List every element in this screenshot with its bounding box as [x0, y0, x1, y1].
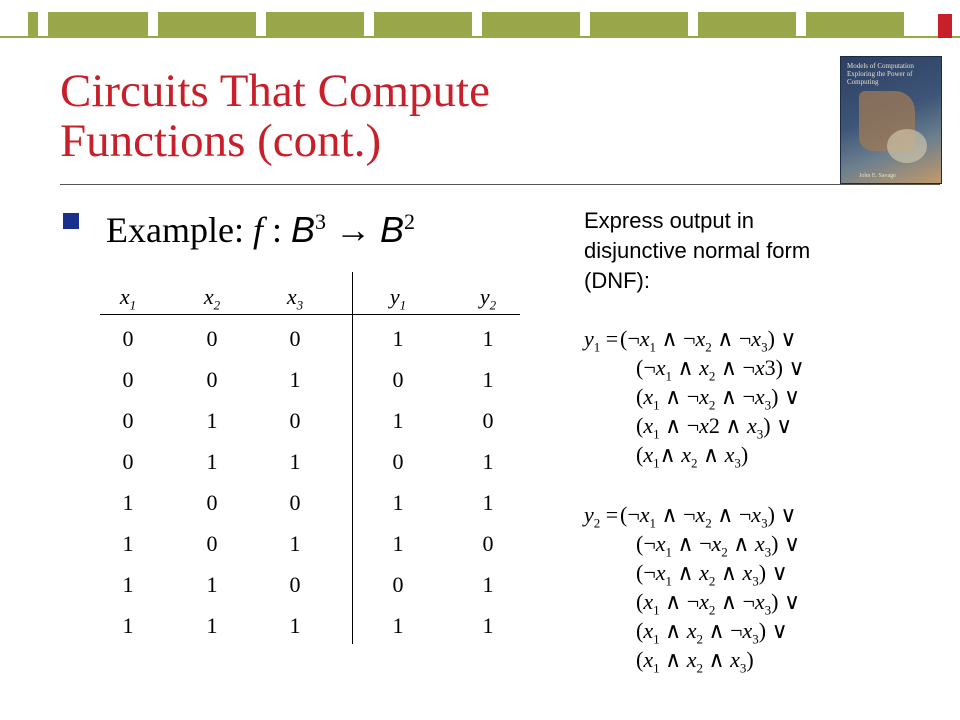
decor-block	[266, 12, 364, 38]
cover-title-text: Models of Computation	[847, 62, 914, 70]
table-cell: 0	[482, 408, 494, 433]
book-cover-image	[840, 56, 942, 184]
table-cell: 0	[289, 572, 301, 597]
table-cell: 1	[289, 613, 301, 638]
equation-term: ($\neg x_1$ ∧ $\neg x_2$ ∧ $x_3$) ∨	[636, 531, 801, 560]
table-cell: 1	[482, 572, 494, 597]
table-cell: 0	[392, 572, 404, 597]
table-cell: 1	[122, 531, 134, 556]
table-cell: 0	[289, 490, 301, 515]
table-cell: 0	[206, 490, 218, 515]
decor-block	[482, 12, 580, 38]
equation-lhs: $y_2$ =	[584, 502, 619, 531]
equation-term: ($\neg x_1$ ∧ $x_2$ ∧ ¬x3) ∨	[636, 355, 805, 384]
table-cell: 1	[206, 408, 218, 433]
table-header-rule	[100, 314, 520, 315]
decor-block	[374, 12, 472, 38]
table-cell: 0	[392, 367, 404, 392]
decor-block	[28, 12, 38, 38]
arrow-icon: →	[335, 210, 371, 250]
table-cell: 1	[289, 449, 301, 474]
equation-lhs: $y_1$ =	[584, 326, 619, 355]
decor-block	[806, 12, 904, 38]
decor-block	[590, 12, 688, 38]
codomain-exponent: 2	[404, 209, 416, 234]
table-cell: 0	[392, 449, 404, 474]
equation-term: ($x_1\wedge$ $x_2$ ∧ $x_3$)	[636, 442, 749, 471]
equation-term: ($\neg x_1$ ∧ $\neg x_2$ ∧ $\neg x_3$) ∨	[620, 502, 797, 531]
table-cell: 1	[482, 613, 494, 638]
table-cell: 1	[122, 490, 134, 515]
function-name: f	[252, 210, 263, 250]
domain-set: B	[290, 209, 315, 250]
table-cell: 0	[122, 326, 134, 351]
title-line-2: Functions (cont.)	[60, 115, 382, 167]
table-cell: 1	[482, 490, 494, 515]
codomain-set: B	[380, 209, 405, 250]
table-cell: 1	[289, 531, 301, 556]
slide-title	[60, 66, 800, 166]
table-cell: 0	[122, 367, 134, 392]
table-header-y2: $y_2$	[479, 284, 497, 313]
cover-subtitle-text: Exploring the Power of Computing	[847, 70, 913, 86]
dnf-intro-line: Express output in	[584, 208, 754, 233]
table-cell: 1	[392, 531, 404, 556]
table-cell: 0	[122, 408, 134, 433]
table-header-x1: $x_1$	[119, 284, 137, 313]
table-header-x3: $x_3$	[286, 284, 304, 313]
table-cell: 1	[392, 613, 404, 638]
cover-art	[887, 129, 927, 163]
decor-block	[48, 12, 148, 38]
top-decor-bar	[28, 12, 904, 38]
table-cell: 0	[206, 531, 218, 556]
table-cell: 0	[482, 531, 494, 556]
equation-term: ($\neg x_1$ ∧ $\neg x_2$ ∧ $\neg x_3$) ∨	[620, 326, 797, 355]
table-cell: 1	[289, 367, 301, 392]
table-cell: 1	[206, 449, 218, 474]
equation-term: ($x_1$ ∧ $\neg x_2$ ∧ $\neg x_3$) ∨	[636, 589, 801, 618]
corner-square	[938, 14, 952, 38]
decor-block	[698, 12, 796, 38]
decor-block	[158, 12, 256, 38]
table-cell: 0	[206, 367, 218, 392]
table-cell: 1	[392, 408, 404, 433]
equation-term: ($x_1$ ∧ $x_2$ ∧ $\neg x_3$) ∨	[636, 618, 788, 647]
table-cell: 0	[289, 326, 301, 351]
table-cell: 1	[392, 326, 404, 351]
example-line	[106, 200, 415, 252]
table-cell: 1	[392, 490, 404, 515]
colon: :	[271, 210, 282, 250]
table-cell: 1	[122, 572, 134, 597]
equation-term: ($x_1$ ∧ $\neg x_2$ ∧ $\neg x_3$) ∨	[636, 384, 801, 413]
table-cell: 0	[206, 326, 218, 351]
cover-title	[847, 62, 941, 86]
top-divider	[0, 36, 960, 38]
dnf-intro-line: (DNF):	[584, 268, 650, 293]
equation-term: ($\neg x_1$ ∧ $x_2$ ∧ $x_3$) ∨	[636, 560, 788, 589]
example-label: Example:	[106, 210, 244, 250]
dnf-intro	[584, 206, 954, 296]
table-io-divider	[352, 272, 353, 644]
table-cell: 1	[482, 449, 494, 474]
cover-author: John E. Savage	[859, 173, 896, 179]
table-cell: 0	[289, 408, 301, 433]
bullet-square-icon	[63, 213, 79, 229]
table-cell: 1	[122, 613, 134, 638]
table-cell: 1	[482, 326, 494, 351]
equation-term: ($x_1$ ∧ $x_2$ ∧ $x_3$)	[636, 647, 754, 676]
table-cell: 1	[206, 572, 218, 597]
title-line-1: Circuits That Compute	[60, 65, 490, 117]
table-cell: 1	[206, 613, 218, 638]
table-header-x2: $x_2$	[203, 284, 221, 313]
table-header-y1: $y_1$	[389, 284, 407, 313]
title-rule	[60, 184, 940, 185]
domain-exponent: 3	[315, 209, 326, 234]
table-cell: 0	[122, 449, 134, 474]
table-cell: 1	[482, 367, 494, 392]
equation-term: ($x_1$ ∧ ¬x2 ∧ $x_3$) ∨	[636, 413, 793, 442]
dnf-intro-line: disjunctive normal form	[584, 238, 811, 263]
